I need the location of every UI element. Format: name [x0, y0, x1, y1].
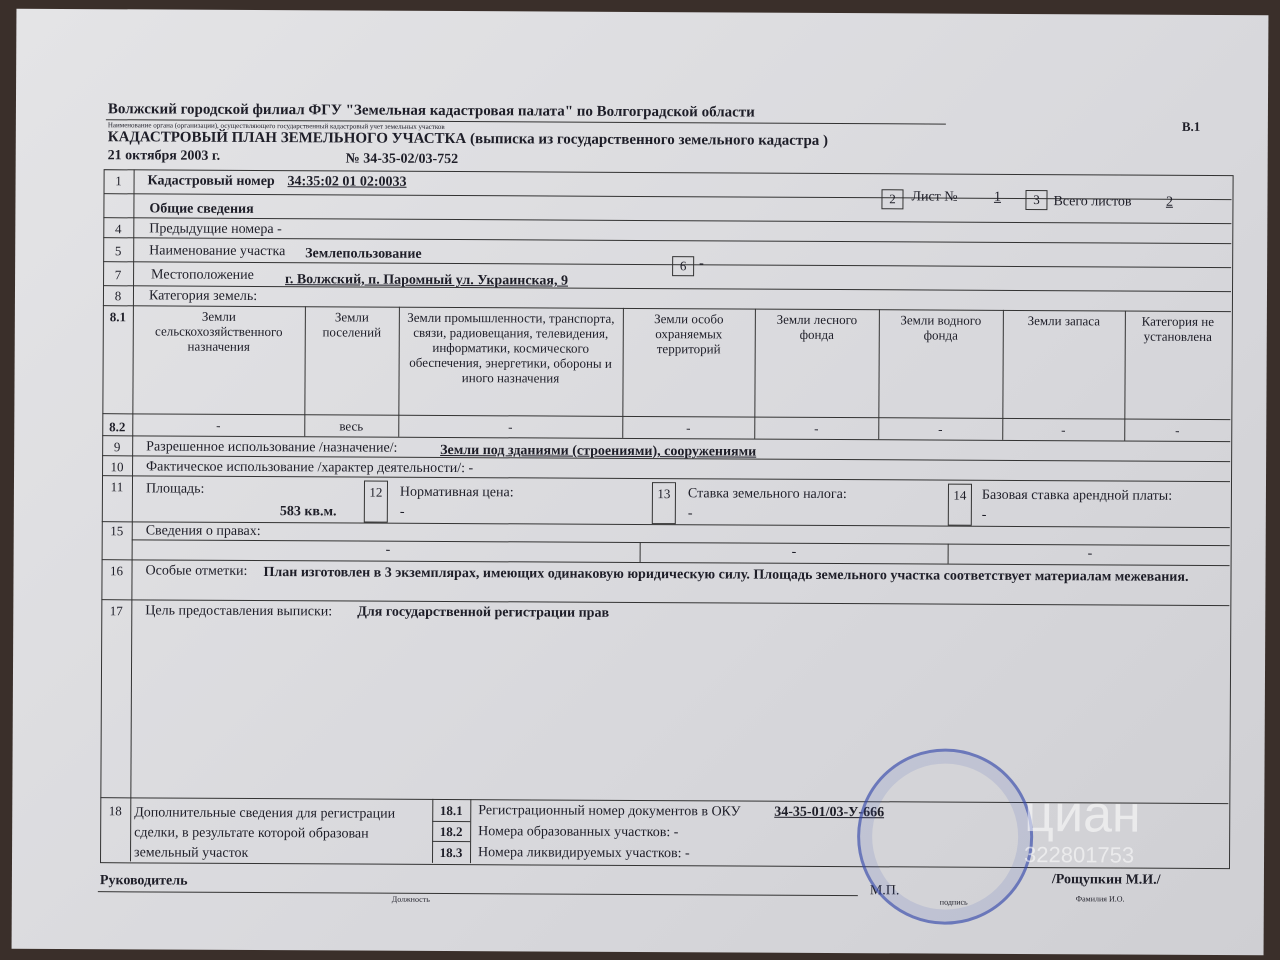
form-code: В.1 — [1181, 118, 1201, 134]
land-category-value: - — [814, 420, 819, 436]
row-number: 17 — [109, 603, 123, 619]
org-name: Волжский городской филиал ФГУ "Земельная кадастровая палата" по Волгоградской области — [107, 101, 755, 121]
purpose-value: Для государственной регистрации прав — [357, 604, 610, 621]
row-number: 13 — [657, 486, 671, 502]
value: - — [277, 222, 282, 238]
location-label: Местоположение — [151, 267, 254, 283]
cadastral-number-label: Кадастровый номер — [147, 173, 275, 190]
doc-date: 21 октября 2003 г. — [107, 148, 221, 164]
area-number: 583 — [279, 504, 301, 520]
sheet-label: Лист № — [911, 189, 958, 205]
total-sheets-value: 2 — [1165, 194, 1174, 210]
label: Номера образованных участков: — [478, 824, 671, 841]
rent-rate-value: - — [981, 507, 987, 523]
row-number: 11 — [110, 479, 124, 495]
title-main: КАДАСТРОВЫЙ ПЛАН ЗЕМЕЛЬНОГО УЧАСТКА — [107, 129, 467, 148]
special-notes-value: План изготовлен в 3 экземплярах, имеющих одинаковую юридическую силу. Площадь земельного участка соответствует материалам межевания. — [263, 565, 1189, 585]
cadastral-number-value: 34:35:02 01 02:0033 — [287, 174, 407, 190]
org-caption: Наименование органа (организации), осуществляющего государственный кадастровый учет земельных участков — [107, 121, 445, 131]
purpose-label: Цель предоставления выписки: — [145, 603, 333, 620]
row-number: 18 — [108, 803, 122, 819]
permitted-use-value: Земли под зданиями (строениями), сооружениями — [440, 442, 757, 460]
rights-value: - — [385, 542, 391, 558]
land-category-value: - — [938, 421, 943, 437]
actual-use — [146, 459, 473, 477]
row-number: 18.3 — [439, 844, 463, 861]
land-tax-label: Ставка земельного налога: — [687, 486, 847, 503]
area-label: Площадь: — [145, 481, 205, 497]
sheet-value: 1 — [993, 189, 1002, 205]
location-value: г. Волжский, п. Паромный ул. Украинская, 9 — [285, 272, 569, 289]
doc-number: № 34-35-02/03-752 — [345, 151, 459, 168]
land-category-header: Земли лесного фонда — [776, 311, 858, 343]
oku-reg-label: Регистрационный номер документов в ОКУ — [478, 803, 741, 820]
row-number: 8.2 — [109, 419, 126, 435]
row-number: 10 — [110, 459, 124, 475]
parcel-name-value: Землепользование — [305, 246, 422, 262]
official-stamp — [857, 748, 1034, 925]
watermark-number: 322801753 — [1023, 842, 1135, 868]
row-number: 1 — [115, 173, 122, 189]
row-number: 14 — [953, 487, 967, 503]
row-number: 12 — [369, 484, 383, 500]
row-number: 18.2 — [439, 823, 463, 840]
special-notes-label: Особые отметки: — [145, 563, 248, 579]
row-number: 5 — [114, 243, 122, 259]
signer-name: /Рощупкин М.И./ — [1051, 872, 1161, 888]
signature-caption: подпись — [939, 897, 968, 907]
oku-reg-value: 34-35-01/03-У-666 — [774, 804, 885, 821]
watermark-logo: циан — [1024, 785, 1141, 844]
rights-value: - — [1087, 546, 1093, 562]
land-category-label: Категория земель: — [148, 288, 258, 304]
label: Предыдущие номера — [149, 221, 274, 238]
rent-rate-label: Базовая ставка арендной платы: — [981, 487, 1173, 504]
land-tax-value: - — [687, 506, 693, 522]
area-unit: кв.м. — [304, 504, 337, 520]
norm-price-value: - — [399, 504, 405, 520]
row-number: 3 — [1025, 190, 1047, 210]
rights-value: - — [791, 544, 797, 560]
row-number: 2 — [881, 189, 903, 209]
land-category-header: Земли водного фонда — [900, 312, 982, 343]
position-caption: Должность — [391, 894, 430, 904]
name-caption: Фамилия И.О. — [1075, 894, 1125, 904]
land-category-value: - — [1061, 422, 1066, 438]
previous-numbers — [149, 221, 282, 238]
additional-info-label: Дополнительные сведения для регистрации сделки, в результате которой образован земельный участок — [134, 805, 396, 861]
land-category-header: Земли поселений — [322, 309, 382, 340]
formed-parcels — [478, 824, 678, 841]
label: Номера ликвидируемых участков: — [478, 845, 682, 862]
total-sheets-label: Всего листов — [1053, 194, 1132, 210]
position-label: Руководитель — [99, 873, 188, 889]
land-category-value: - — [508, 419, 513, 435]
label: Фактическое использование /характер деятельности/: — [146, 459, 466, 477]
row-number: 18.1 — [439, 802, 463, 819]
row-number: 8 — [114, 288, 122, 304]
value: - — [468, 461, 474, 477]
permitted-use-label: Разрешенное использование /назначение/: — [146, 439, 398, 456]
land-category-value: весь — [339, 418, 364, 434]
document-page — [12, 9, 1269, 956]
value: - — [673, 825, 679, 841]
parcel-name-label: Наименование участка — [149, 243, 286, 260]
land-category-header: Земли сельскохозяйственного назначения — [154, 308, 283, 354]
rights-label: Сведения о правах: — [145, 523, 261, 540]
land-category-header: Земли особо охраняемых территорий — [654, 311, 724, 357]
land-category-value: - — [686, 420, 691, 436]
liquidated-parcels — [478, 845, 690, 862]
value: - — [684, 846, 690, 862]
land-category-value: - — [216, 417, 221, 433]
row-number: 15 — [110, 523, 124, 539]
row6-value: - — [699, 256, 704, 272]
land-category-header: Категория не установлена — [1141, 313, 1215, 344]
doc-title — [108, 129, 828, 150]
row-number: 9 — [113, 439, 121, 455]
row-number: 16 — [109, 563, 124, 579]
row-number: 6 — [672, 256, 694, 276]
land-category-header: Земли промышленности, транспорта, связи, радиовещания, телевидения, информатики, космического обеспечения, энергетики, обороны и иного назначения — [407, 309, 615, 386]
area-value — [280, 504, 337, 520]
title-suffix: (выписка из государственного земельного кадастра ) — [470, 131, 829, 149]
norm-price-label: Нормативная цена: — [399, 484, 514, 501]
land-category-header: Земли запаса — [1027, 313, 1101, 329]
row-number: 8.1 — [109, 309, 127, 325]
row-number: 7 — [114, 267, 122, 283]
land-category-value: - — [1175, 422, 1180, 438]
row-number: 4 — [115, 221, 122, 237]
general-info-heading: Общие сведения — [149, 201, 254, 217]
stamp-place: М.П. — [869, 883, 900, 899]
